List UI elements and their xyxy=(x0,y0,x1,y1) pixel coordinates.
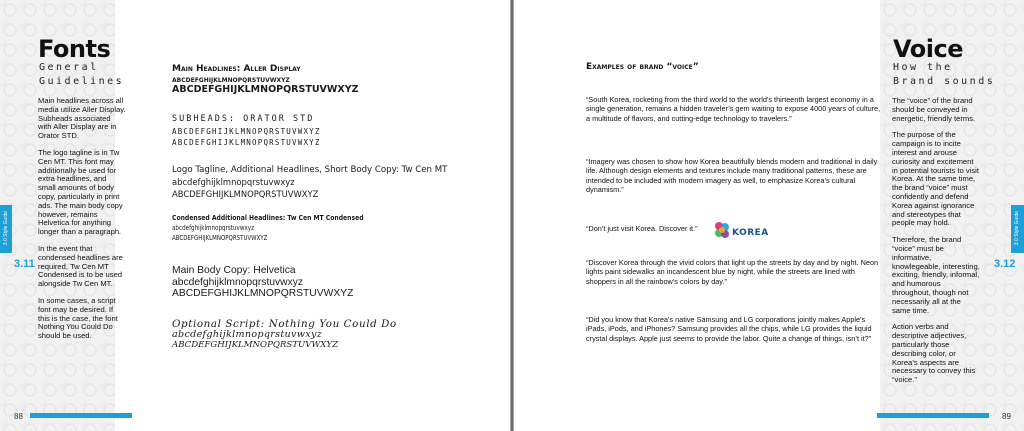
specimen-label: Logo Tagline, Additional Headlines, Short Body Copy: Tw Cen MT xyxy=(172,165,448,175)
korea-logo xyxy=(712,220,772,247)
section-tab: 3.0 Style Guide xyxy=(0,205,12,253)
specimen-tw-cen-condensed xyxy=(172,213,406,242)
voice-quote: “Did you know that Korea’s native Samsung and LG corporations jointly makes Apple’s iPads, iPods, and iPhones? Samsung provides all the chips, while LG provides the liquid crystal displays. Apple just seems to provide the labor. Quite a change of things, isn’t it?” xyxy=(586,315,872,343)
specimen-uppercase: ABCDEFGHIJKLMNOPQRSTUVWXYZ xyxy=(172,189,319,199)
voice-title: Voice xyxy=(893,35,963,63)
voice-description xyxy=(892,97,980,393)
specimen-lowercase: abcdefghijklmnopqrstuvwxyz xyxy=(172,177,295,187)
specimen-script xyxy=(172,318,397,350)
voice-quote: “South Korea, rocketing from the third world to the world’s thirteenth largest economy in a single generation, remains a hidden traveler’s gem waiting to expose 4000 years of culture, a multitude of flavors, and cutting-edge technology to travelers.” xyxy=(586,95,881,123)
fonts-subtitle: General Guidelines xyxy=(39,62,125,87)
specimen-tw-cen xyxy=(172,165,447,199)
specimen-label: Main Body Copy: Helvetica xyxy=(172,265,296,276)
fonts-paragraph: Main headlines across all media utilize Aller Display. Subheads associated with Aller Display are in Orator STD. xyxy=(38,96,126,141)
voice-paragraph: Therefore, the brand “voice” must be informative, knowlegeable, interesting, exciting, friendly, informal, and humorous throughout, though not necessarily all at the same time. xyxy=(892,235,980,315)
specimen-helvetica xyxy=(172,265,353,300)
fonts-paragraph: In the event that condensed headlines are required, Tw Cen MT Condensed is to be used alongside Tw Cen MT. xyxy=(38,243,123,289)
fonts-title: Fonts xyxy=(38,35,111,63)
specimen-lowercase: ABCDEFGHIJKLMNOPQRSTUVWXYZ xyxy=(172,127,321,136)
right-page xyxy=(514,0,1024,431)
page-number: 88 xyxy=(14,412,23,421)
left-page xyxy=(0,0,510,431)
specimen-uppercase: ABCDEFGHIJKLMNOPQRSTUVWXYZ xyxy=(172,288,354,299)
specimen-label: Optional Script: Nothing You Could Do xyxy=(172,318,397,330)
specimen-lowercase: abcdefghijklmnopqrstuvwxyz xyxy=(172,75,290,84)
specimen-label: Main Headlines: Aller Display xyxy=(172,64,301,74)
examples-title: Examples of brand “voice” xyxy=(586,62,699,72)
section-number: 3.11 xyxy=(14,258,35,270)
voice-quote: “Imagery was chosen to show how Korea beautifully blends modern and traditional in daily life. Although design elements and textures include many traditional patterns, these are intended to be included with modern imagery as well, to emphasize Korea’s cultural dynamism.” xyxy=(586,157,878,195)
specimen-lowercase: abcdefghijklmnopqrstuvwxyz xyxy=(172,276,304,288)
footer-bar xyxy=(877,413,989,418)
specimen-uppercase: ABCDEFGHIJKLMNOPQRSTUVWXYZ xyxy=(172,234,268,242)
voice-subtitle: How the Brand sounds xyxy=(893,62,996,87)
fonts-description xyxy=(38,97,126,349)
voice-paragraph: Action verbs and descriptive adjectives, particularly those describing color, or Korea’s aspects are necessary to convey this “voice.” xyxy=(892,322,976,385)
korea-logo-text: KOREA xyxy=(732,228,769,238)
fonts-paragraph: In some cases, a script font may be desired. If this is the case, the font Nothing You Could Do should be used. xyxy=(38,295,118,341)
specimen-label: Condensed Additional Headlines: Tw Cen MT Condensed xyxy=(172,213,364,222)
specimen-uppercase: ABCDEFGHIJKLMNOPQRSTUVWXYZ xyxy=(172,138,321,147)
voice-paragraph: The “voice” of the brand should be conveyed in energetic, friendly terms. xyxy=(892,96,976,123)
voice-quote: “Discover Korea through the vivid colors that light up the streets by day and by night. Neon lights paint sidewalks an incandescent blue by night, while the streets are lined with shoppers in all the rainbow’s colors by day.” xyxy=(586,258,879,286)
specimen-uppercase: ABCDEFGHIJKLMNOPQRSTUVWXYZ xyxy=(172,84,359,95)
specimen-label: SUBHEADS: ORATOR STD xyxy=(172,114,315,124)
section-tab: 3.0 Style Guide xyxy=(1011,205,1024,253)
fonts-paragraph: The logo tagline is in Tw Cen MT. This font may additionally be used for extra headlines, and small amounts of body copy, particularly in print ads. The main body copy however, remains Helvetica for anything longer than a paragraph. xyxy=(38,147,123,237)
specimen-orator xyxy=(172,114,321,147)
section-number: 3.12 xyxy=(994,258,1016,270)
voice-paragraph: The purpose of the campaign is to incite interest and arouse curiosity and excitement in potential tourists to visit Korea. At the same time, the brand “voice” must confidently and defend Korea against ignorance and stereotypes that people may hold. xyxy=(892,130,979,228)
specimen-lowercase: abcdefghijklmnopqrstuvwxyz xyxy=(172,329,323,340)
page-number: 89 xyxy=(1002,412,1011,421)
specimen-uppercase: ABCDEFGHIJKLMNOPQRSTUVWXYZ xyxy=(172,340,339,350)
voice-quote: “Don’t just visit Korea. Discover it.” xyxy=(586,224,698,233)
specimen-aller-display xyxy=(172,64,358,95)
footer-bar xyxy=(30,413,132,418)
specimen-lowercase: abcdefghijklmnopqrstuvwxyz xyxy=(172,224,255,232)
